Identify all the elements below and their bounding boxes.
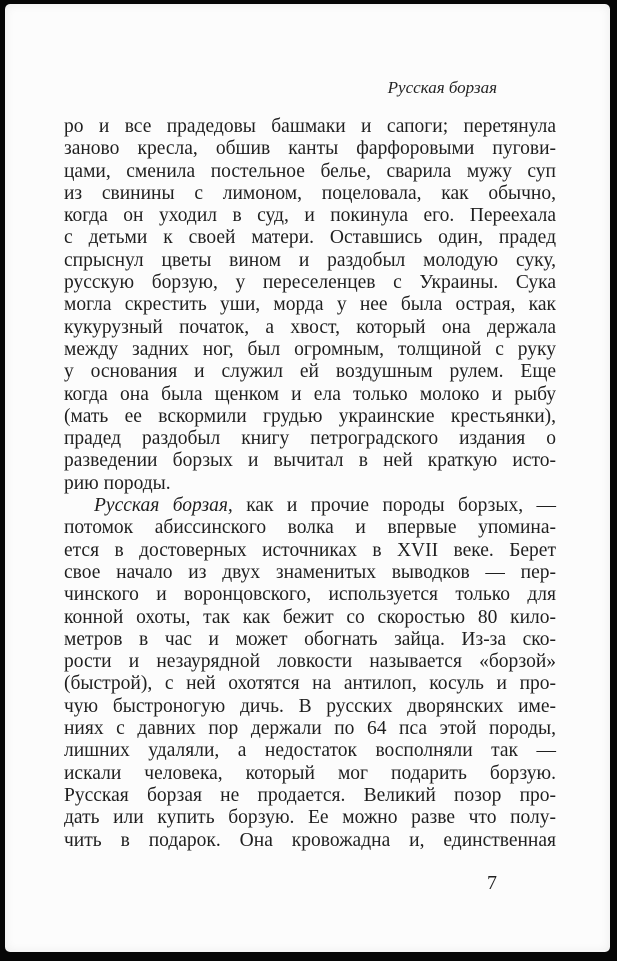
text-line: чить в подарок. Она кровожадна и, единственная <box>64 829 556 851</box>
text-line: свое начало из двух знаменитых выводков — пер- <box>64 561 556 583</box>
text-line: лишних удаляли, а недостаток восполняли так — <box>64 740 556 762</box>
text-line: искали человека, который мог подарить борзую. <box>64 762 556 784</box>
text-line: ется в достоверных источниках в XVII веке. Берет <box>64 539 556 561</box>
italic-lead-phrase: Русская борзая, <box>94 495 233 517</box>
text-line: рию породы. <box>64 472 171 494</box>
text-line: цами, сменила постельное белье, сварила мужу суп <box>64 160 556 182</box>
body-text <box>64 116 556 852</box>
text-line: прадед раздобыл книгу петроградского издания о <box>64 428 556 450</box>
text-line: Русская борзая не продается. Великий позор про- <box>64 784 556 806</box>
text-line: из свинины с лимоном, поцеловала, как обычно, <box>64 182 556 204</box>
text-line: разведении борзых и вычитал в ней краткую исто- <box>64 450 556 472</box>
text-line: (быстрой), с ней охотятся на антилоп, косуль и про- <box>64 673 556 695</box>
text-line: кукурузный початок, а хвост, который она держала <box>64 316 556 338</box>
text-line: потомок абиссинского волка и впервые упомина- <box>64 517 556 539</box>
text-line: когда она была щенком и ела только молоко и рыбу <box>64 383 556 405</box>
text-line: русскую борзую, у переселенцев с Украины. Сука <box>64 272 556 294</box>
running-head: Русская борзая <box>387 78 497 97</box>
text-line: метров в час и может обогнать зайца. Из-за ско- <box>64 628 556 650</box>
text-segment: как и прочие породы борзых, — <box>232 495 556 517</box>
text-line: между задних ног, был огромным, толщиной с руку <box>64 338 556 360</box>
text-line: чую быстроногую дичь. В русских дворянских име- <box>64 695 556 717</box>
text-line: чинского и воронцовского, используется только для <box>64 584 556 606</box>
page-number: 7 <box>487 872 497 894</box>
text-line <box>64 495 556 517</box>
text-line: конной охоты, так как бежит со скоростью 80 кило- <box>64 606 556 628</box>
book-page <box>5 4 610 952</box>
text-line: спрыснул цветы вином и раздобыл молодую суку, <box>64 249 556 271</box>
text-line: дать или купить борзую. Ее можно разве что полу- <box>64 807 556 829</box>
text-line: у основания и служил ей воздушным рулем. Еще <box>64 361 556 383</box>
text-line: могла скрестить уши, морда у нее была острая, как <box>64 294 556 316</box>
text-line: с детьми к своей матери. Оставшись один, прадед <box>64 227 556 249</box>
text-line: когда он уходил в суд, и покинула его. Переехала <box>64 205 556 227</box>
text-line: ро и все прадедовы башмаки и сапоги; перетянула <box>64 116 556 137</box>
text-line: ниях с давних пор держали по 64 пса этой породы, <box>64 718 556 740</box>
text-line: рости и незаурядной ловкости называется «борзой» <box>64 651 556 673</box>
text-line: заново кресла, обшив канты фарфоровыми пугови- <box>64 138 556 160</box>
text-line: (мать ее вскормили грудью украинские крестьянки), <box>64 405 556 427</box>
